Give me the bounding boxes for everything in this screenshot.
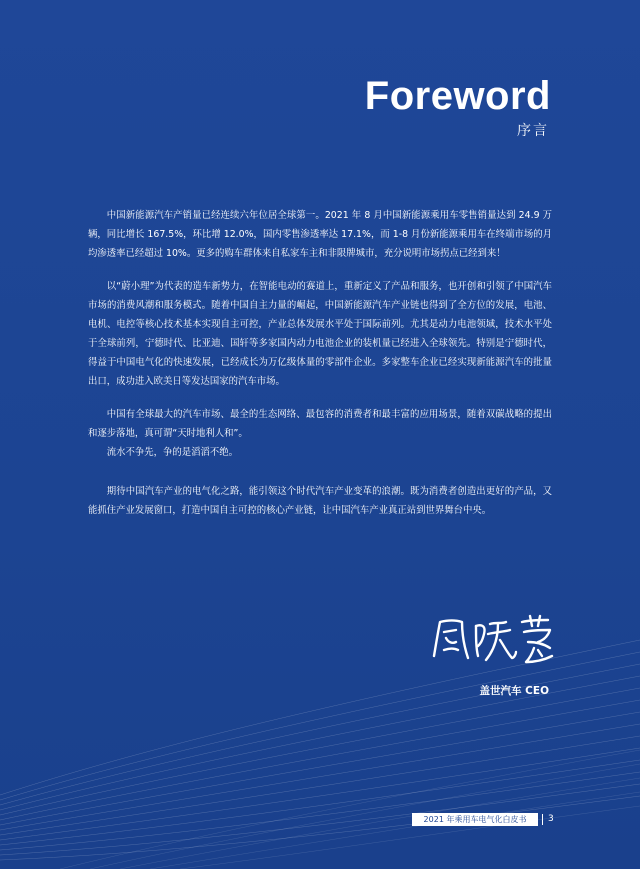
paragraph-quote: 流水不争先，争的是滔滔不绝。 <box>106 447 239 458</box>
foreword-body <box>88 206 552 520</box>
signature-role: 盖世汽车 CEO <box>479 685 549 697</box>
handwritten-signature <box>426 612 556 670</box>
paragraph-market-sales: 中国新能源汽车产销量已经连续六年位居全球第一。2021 年 8 月中国新能源乘用车零售销量达到 24.9 万辆，同比增长 167.5%，环比增 12.0%，国内零售渗透率达 17.1%，而 1-8 月份新能源乘用车在终端市场的月均渗透率已经超过 10%。更多的购车群体来自私家车主和非限牌城市，充分说明市场拐点已经到来！ <box>88 210 552 259</box>
footer-publication-title: 2021 年乘用车电气化白皮书 <box>423 815 527 824</box>
page-number: 3 <box>548 814 554 824</box>
paragraph-outlook: 期待中国汽车产业的电气化之路，能引领这个时代汽车产业变革的浪潮。既为消费者创造出更好的产品，又能抓住产业发展窗口，打造中国自主可控的核心产业链，让中国汽车产业真正站到世界舞台中央。 <box>88 486 552 516</box>
page-subtitle: 序言 <box>517 123 549 139</box>
page-title: Foreword <box>364 74 551 118</box>
paragraph-new-forces: 以“蔚小理”为代表的造车新势力，在智能电动的赛道上，重新定义了产品和服务，也开创和引领了中国汽车市场的消费风潮和服务模式。随着中国自主力量的崛起，中国新能源汽车产业链也得到了全方位的发展，电池、电机、电控等核心技术基本实现自主可控，产业总体发展水平处于国际前列。尤其是动力电池领域，技术水平处于全球前列，宁德时代、比亚迪、国轩等多家国内动力电池企业的装机量已经进入全球领先。特别是宁德时代，得益于中国电气化的快速发展，已经成长为万亿级体量的零部件企业。多家整车企业已经实现新能源汽车的批量出口，成功进入欧美日等发达国家的汽车市场。 <box>88 281 552 387</box>
paragraph-market-advantages: 中国有全球最大的汽车市场、最全的生态网络、最包容的消费者和最丰富的应用场景，随着双碳战略的提出和逐步落地，真可谓“天时地利人和”。 <box>88 409 552 439</box>
footer-divider <box>542 814 543 825</box>
